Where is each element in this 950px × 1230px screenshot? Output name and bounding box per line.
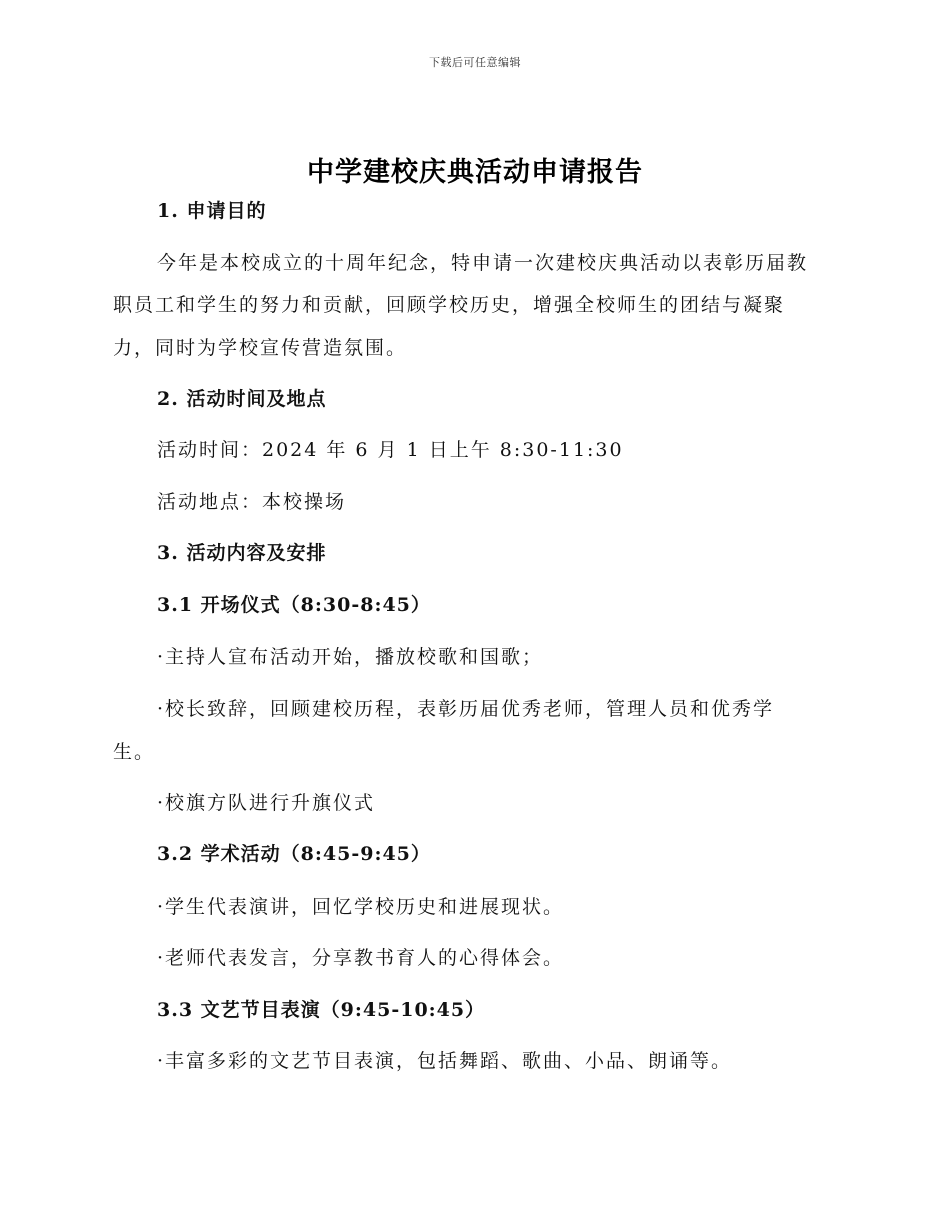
list-item: ·丰富多彩的文艺节目表演，包括舞蹈、歌曲、小品、朗诵等。 (157, 1050, 733, 1072)
purpose-paragraph-line: 今年是本校成立的十周年纪念，特申请一次建校庆典活动以表彰历届教 (157, 252, 809, 274)
section-heading-time-place: 2. 活动时间及地点 (157, 388, 327, 410)
header-note: 下载后可任意编辑 (429, 56, 521, 69)
subsection-heading-academic: 3.2 学术活动（8:45-9:45） (157, 843, 431, 865)
section-heading-content: 3. 活动内容及安排 (157, 542, 327, 564)
list-item: ·校旗方队进行升旗仪式 (157, 792, 376, 814)
subsection-heading-opening: 3.1 开场仪式（8:30-8:45） (157, 594, 431, 616)
section-heading-purpose: 1. 申请目的 (157, 200, 267, 222)
subsection-heading-performance: 3.3 文艺节目表演（9:45-10:45） (157, 999, 486, 1021)
list-item: ·学生代表演讲，回忆学校历史和进展现状。 (157, 896, 565, 918)
list-item-continuation: 生。 (113, 741, 156, 763)
list-item: ·校长致辞，回顾建校历程，表彰历届优秀老师，管理人员和优秀学 (157, 698, 775, 720)
activity-time: 活动时间：2024 年 6 月 1 日上午 8:30-11:30 (157, 439, 624, 461)
purpose-paragraph-line: 职员工和学生的努力和贡献，回顾学校历史，增强全校师生的团结与凝聚 (113, 294, 786, 316)
list-item: ·主持人宣布活动开始，播放校歌和国歌； (157, 646, 544, 668)
purpose-paragraph-line: 力，同时为学校宣传营造氛围。 (113, 337, 408, 359)
list-item: ·老师代表发言，分享教书育人的心得体会。 (157, 947, 565, 969)
document-title: 中学建校庆典活动申请报告 (307, 157, 643, 188)
activity-place: 活动地点：本校操场 (157, 491, 347, 513)
